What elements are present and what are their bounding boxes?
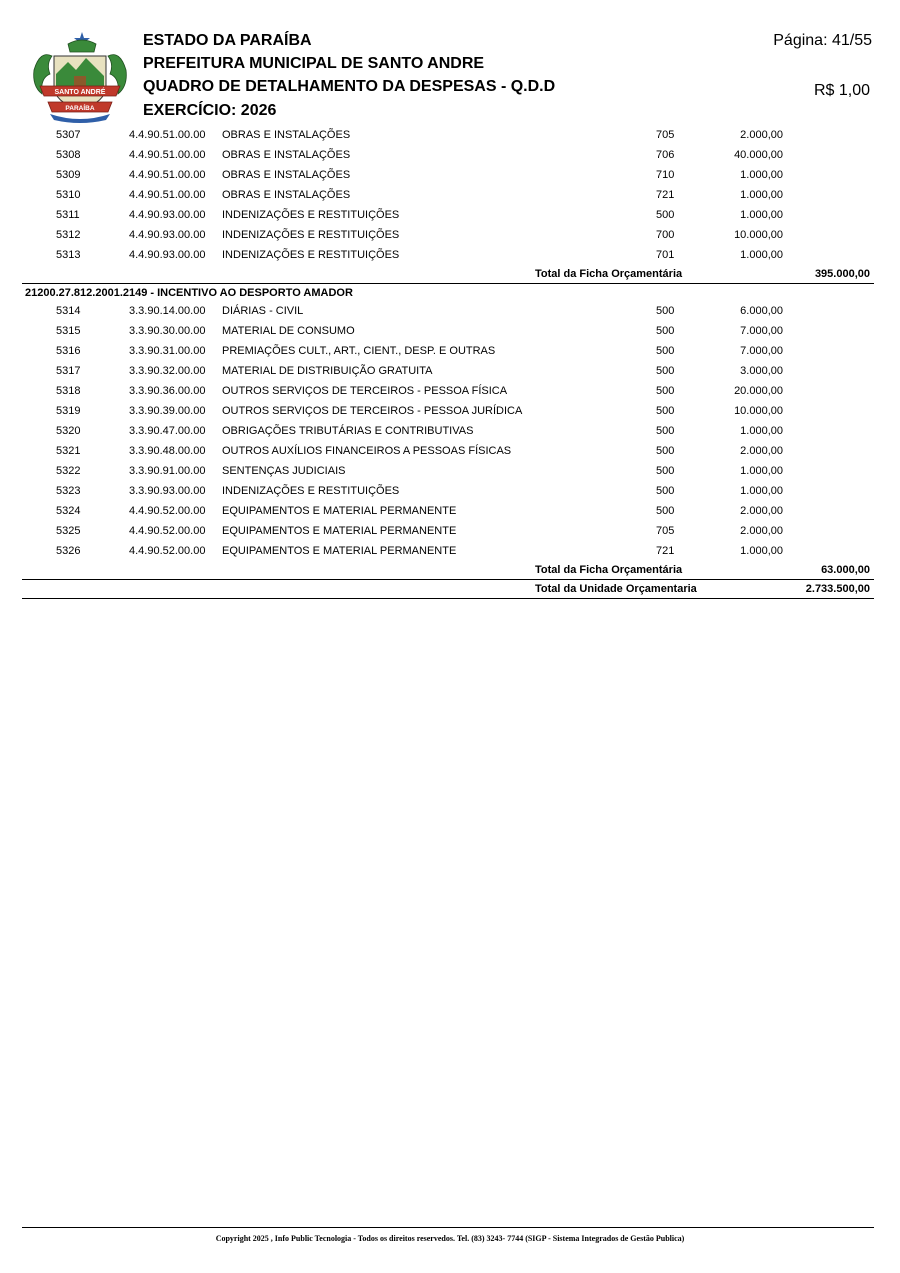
expense-description: INDENIZAÇÕES E RESTITUIÇÕES bbox=[222, 209, 400, 221]
expense-value: 1.000,00 bbox=[740, 485, 783, 497]
row-number: 5310 bbox=[56, 189, 81, 201]
expense-description: INDENIZAÇÕES E RESTITUIÇÕES bbox=[222, 249, 400, 261]
unit-total-value: 2.733.500,00 bbox=[805, 583, 870, 595]
expense-code: 4.4.90.51.00.00 bbox=[129, 189, 206, 201]
row-number: 5326 bbox=[56, 545, 81, 557]
expense-value: 10.000,00 bbox=[734, 405, 783, 417]
report-title: QUADRO DE DETALHAMENTO DA DESPESAS - Q.D.D bbox=[143, 78, 556, 95]
table-row bbox=[0, 381, 900, 401]
svg-text:SANTO ANDRÉ bbox=[55, 87, 106, 96]
resource-source: 500 bbox=[656, 505, 675, 517]
resource-source: 500 bbox=[656, 465, 675, 477]
table-row bbox=[0, 125, 900, 145]
expense-code: 4.4.90.93.00.00 bbox=[129, 209, 206, 221]
table-row bbox=[0, 361, 900, 381]
expense-code: 4.4.90.51.00.00 bbox=[129, 149, 206, 161]
crest-banner-bottom-text: PARAÍBA bbox=[65, 105, 95, 112]
resource-source: 710 bbox=[656, 169, 675, 181]
expense-code: 3.3.90.93.00.00 bbox=[129, 485, 206, 497]
expense-code: 3.3.90.36.00.00 bbox=[129, 385, 206, 397]
table-row bbox=[0, 521, 900, 541]
expense-description: INDENIZAÇÕES E RESTITUIÇÕES bbox=[222, 485, 400, 497]
row-number: 5321 bbox=[56, 445, 81, 457]
expense-code: 4.4.90.52.00.00 bbox=[129, 525, 206, 537]
resource-source: 500 bbox=[656, 325, 675, 337]
expense-description: OBRAS E INSTALAÇÕES bbox=[222, 189, 351, 201]
expense-value: 20.000,00 bbox=[734, 385, 783, 397]
table-row bbox=[0, 541, 900, 561]
resource-source: 700 bbox=[656, 229, 675, 241]
expense-value: 2.000,00 bbox=[740, 505, 783, 517]
expense-code: 3.3.90.48.00.00 bbox=[129, 445, 206, 457]
expense-value: 10.000,00 bbox=[734, 229, 783, 241]
expense-value: 2.000,00 bbox=[740, 445, 783, 457]
table-row bbox=[0, 441, 900, 461]
row-number: 5324 bbox=[56, 505, 81, 517]
resource-source: 705 bbox=[656, 129, 675, 141]
resource-source: 701 bbox=[656, 249, 675, 261]
report-header bbox=[0, 0, 900, 125]
expense-code: 3.3.90.14.00.00 bbox=[129, 305, 206, 317]
footer-divider bbox=[22, 1227, 874, 1228]
row-number: 5309 bbox=[56, 169, 81, 181]
expense-description: OBRAS E INSTALAÇÕES bbox=[222, 149, 351, 161]
expense-code: 4.4.90.51.00.00 bbox=[129, 169, 206, 181]
municipality-name: PREFEITURA MUNICIPAL DE SANTO ANDRE bbox=[143, 55, 485, 72]
ficha-total-value: 395.000,00 bbox=[814, 268, 870, 280]
resource-source: 500 bbox=[656, 445, 675, 457]
table-row bbox=[0, 421, 900, 441]
resource-source: 500 bbox=[656, 385, 675, 397]
expense-code: 4.4.90.52.00.00 bbox=[129, 505, 206, 517]
expense-value: 6.000,00 bbox=[740, 305, 783, 317]
expense-value: 7.000,00 bbox=[740, 325, 783, 337]
row-number: 5317 bbox=[56, 365, 81, 377]
ficha-total-label: Total da Ficha Orçamentária bbox=[535, 268, 683, 280]
ficha-total-row bbox=[0, 560, 900, 580]
expense-description: EQUIPAMENTOS E MATERIAL PERMANENTE bbox=[222, 505, 457, 517]
expense-description: OBRAS E INSTALAÇÕES bbox=[222, 169, 351, 181]
resource-source: 500 bbox=[656, 405, 675, 417]
expense-value: 1.000,00 bbox=[740, 465, 783, 477]
table-row bbox=[0, 165, 900, 185]
expense-value: 40.000,00 bbox=[734, 149, 783, 161]
crest-banner-top-text: SANTO ANDRÉ bbox=[54, 89, 106, 96]
expense-code: 4.4.90.93.00.00 bbox=[129, 229, 206, 241]
table-row bbox=[0, 205, 900, 225]
row-number: 5314 bbox=[56, 305, 81, 317]
unit-total-label: Total da Unidade Orçamentaria bbox=[535, 583, 697, 595]
expense-value: 2.000,00 bbox=[740, 525, 783, 537]
expense-value: 2.000,00 bbox=[740, 129, 783, 141]
expense-description: OUTROS SERVIÇOS DE TERCEIROS - PESSOA JURÍDICA bbox=[222, 405, 523, 417]
expense-description: EQUIPAMENTOS E MATERIAL PERMANENTE bbox=[222, 545, 457, 557]
row-number: 5320 bbox=[56, 425, 81, 437]
expense-description: OUTROS AUXÍLIOS FINANCEIROS A PESSOAS FÍSICAS bbox=[222, 445, 512, 457]
section-heading-row bbox=[0, 283, 900, 303]
expense-description: SENTENÇAS JUDICIAIS bbox=[222, 465, 346, 477]
row-number: 5322 bbox=[56, 465, 81, 477]
svg-text:PARAÍBA bbox=[65, 103, 94, 112]
expense-value: 1.000,00 bbox=[740, 189, 783, 201]
resource-source: 500 bbox=[656, 345, 675, 357]
divider bbox=[22, 598, 874, 599]
resource-source: 500 bbox=[656, 365, 675, 377]
expense-code: 3.3.90.31.00.00 bbox=[129, 345, 206, 357]
resource-source: 500 bbox=[656, 305, 675, 317]
table-row bbox=[0, 481, 900, 501]
table-row bbox=[0, 145, 900, 165]
row-number: 5315 bbox=[56, 325, 81, 337]
expense-code: 3.3.90.30.00.00 bbox=[129, 325, 206, 337]
row-number: 5319 bbox=[56, 405, 81, 417]
section-title: 21200.27.812.2001.2149 - INCENTIVO AO DESPORTO AMADOR bbox=[25, 287, 353, 299]
expense-code: 3.3.90.39.00.00 bbox=[129, 405, 206, 417]
expense-description: INDENIZAÇÕES E RESTITUIÇÕES bbox=[222, 229, 400, 241]
expense-description: PREMIAÇÕES CULT., ART., CIENT., DESP. E OUTRAS bbox=[222, 345, 496, 357]
expense-code: 4.4.90.93.00.00 bbox=[129, 249, 206, 261]
table-row bbox=[0, 501, 900, 521]
expense-code: 3.3.90.32.00.00 bbox=[129, 365, 206, 377]
table-row bbox=[0, 341, 900, 361]
expense-description: DIÁRIAS - CIVIL bbox=[222, 305, 304, 317]
expense-value: 7.000,00 bbox=[740, 345, 783, 357]
table-row bbox=[0, 225, 900, 245]
resource-source: 500 bbox=[656, 209, 675, 221]
row-number: 5323 bbox=[56, 485, 81, 497]
resource-source: 721 bbox=[656, 189, 675, 201]
resource-source: 500 bbox=[656, 425, 675, 437]
table-row bbox=[0, 401, 900, 421]
expense-code: 3.3.90.91.00.00 bbox=[129, 465, 206, 477]
ficha-total-value: 63.000,00 bbox=[821, 564, 870, 576]
resource-source: 705 bbox=[656, 525, 675, 537]
row-number: 5308 bbox=[56, 149, 81, 161]
expense-value: 1.000,00 bbox=[740, 209, 783, 221]
expense-description: MATERIAL DE DISTRIBUIÇÃO GRATUITA bbox=[222, 365, 433, 377]
municipal-crest-icon bbox=[30, 30, 130, 124]
state-name: ESTADO DA PARAÍBA bbox=[143, 32, 312, 49]
expense-value: 1.000,00 bbox=[740, 425, 783, 437]
table-row bbox=[0, 245, 900, 265]
resource-source: 706 bbox=[656, 149, 675, 161]
expense-value: 1.000,00 bbox=[740, 249, 783, 261]
expense-description: EQUIPAMENTOS E MATERIAL PERMANENTE bbox=[222, 525, 457, 537]
table-row bbox=[0, 461, 900, 481]
expense-description: OBRAS E INSTALAÇÕES bbox=[222, 129, 351, 141]
page-number: Página: 41/55 bbox=[773, 32, 872, 49]
row-number: 5313 bbox=[56, 249, 81, 261]
resource-source: 500 bbox=[656, 485, 675, 497]
table-row bbox=[0, 321, 900, 341]
unit-total-row bbox=[0, 579, 900, 599]
copyright-footer: Copyright 2025 , Info Public Tecnologia - Todos os direitos reservedos. Tel. (83) 3243- 7744 (SIGP - Sistema Integrados de Gestão Publica) bbox=[215, 1234, 685, 1243]
expense-description: MATERIAL DE CONSUMO bbox=[222, 325, 355, 337]
expense-value: 1.000,00 bbox=[740, 545, 783, 557]
row-number: 5325 bbox=[56, 525, 81, 537]
expense-value: 1.000,00 bbox=[740, 169, 783, 181]
ficha-total-label: Total da Ficha Orçamentária bbox=[535, 564, 683, 576]
resource-source: 721 bbox=[656, 545, 675, 557]
ficha-total-row bbox=[0, 264, 900, 284]
expense-value: 3.000,00 bbox=[740, 365, 783, 377]
row-number: 5307 bbox=[56, 129, 81, 141]
row-number: 5312 bbox=[56, 229, 81, 241]
expense-code: 3.3.90.47.00.00 bbox=[129, 425, 206, 437]
expense-description: OUTROS SERVIÇOS DE TERCEIROS - PESSOA FÍSICA bbox=[222, 385, 508, 397]
currency-unit: R$ 1,00 bbox=[813, 82, 870, 99]
table-row bbox=[0, 185, 900, 205]
expense-code: 4.4.90.52.00.00 bbox=[129, 545, 206, 557]
table-row bbox=[0, 301, 900, 321]
fiscal-year: EXERCÍCIO: 2026 bbox=[143, 102, 277, 119]
expense-description: OBRIGAÇÕES TRIBUTÁRIAS E CONTRIBUTIVAS bbox=[222, 425, 474, 437]
row-number: 5316 bbox=[56, 345, 81, 357]
row-number: 5318 bbox=[56, 385, 81, 397]
row-number: 5311 bbox=[56, 209, 80, 221]
expense-code: 4.4.90.51.00.00 bbox=[129, 129, 206, 141]
